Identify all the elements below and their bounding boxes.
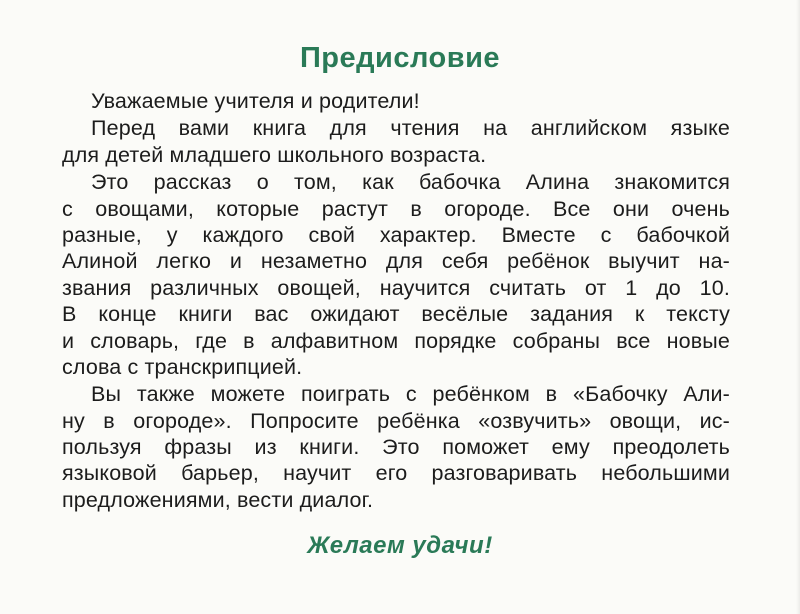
text-line: звания различных овощей, научится считать от 1 до 10. xyxy=(62,275,730,300)
text-line: языковой барьер, научит его разговаривать небольшими xyxy=(62,461,730,486)
paragraph-story xyxy=(62,169,730,380)
text-line: разные, у каждого свой характер. Вместе с бабочкой xyxy=(62,222,730,247)
text-line: Вы также можете поиграть с ребёнком в «Бабочку Али- xyxy=(91,382,730,407)
paragraph-play xyxy=(62,381,730,513)
text-line: для детей младшего школьного возраста. xyxy=(62,142,487,167)
preface-body xyxy=(62,88,730,513)
text-line: предложениями, вести диалог. xyxy=(62,487,374,512)
text-line: В конце книги вас ожидают весёлые задания к тексту xyxy=(62,302,730,327)
text-line: с овощами, которые растут в огороде. Все они очень xyxy=(62,196,730,221)
text-line: Алиной легко и незаметно для себя ребёнок выучит на- xyxy=(62,249,730,274)
text-line: Уважаемые учителя и родители! xyxy=(91,89,420,113)
paragraph-greeting xyxy=(62,88,730,114)
text-line: Перед вами книга для чтения на английском языке xyxy=(91,116,730,141)
text-line: ну в огороде». Попросите ребёнка «озвучить» овощи, ис- xyxy=(62,408,730,433)
text-line: Это рассказ о том, как бабочка Алина знакомится xyxy=(91,170,730,195)
scan-edge-shadow xyxy=(796,0,800,614)
text-line: пользуя фразы из книги. Это поможет ему преодолеть xyxy=(62,435,730,460)
paragraph-intro xyxy=(62,115,730,168)
text-line: слова с транскрипцией. xyxy=(62,354,303,379)
text-line: и словарь, где в алфавитном порядке собраны все новые xyxy=(62,328,730,353)
closing-wish: Желаем удачи! xyxy=(307,532,493,560)
page-title: Предисловие xyxy=(299,42,501,74)
